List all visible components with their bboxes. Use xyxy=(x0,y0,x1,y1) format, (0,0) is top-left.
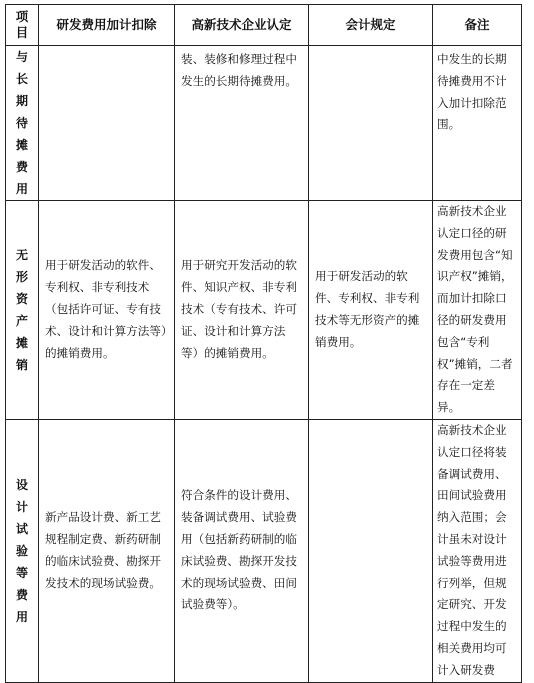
row-item-label: 设计试验等费用 xyxy=(6,419,39,682)
cell-hnte: 用于研究开发活动的软件、知识产权、非专利技术（专有技术、许可证、设计和计算方法等）的摊销费用。 xyxy=(175,201,309,420)
comparison-table xyxy=(5,4,522,683)
table-row xyxy=(6,419,522,682)
row-item-label: 无形资产摊销 xyxy=(6,201,39,420)
cell-rd xyxy=(39,46,175,201)
cell-rd: 用于研发活动的软件、专利权、非专利技术（包括许可证、专有技术、设计和计算方法等）的摊销费用。 xyxy=(39,201,175,420)
cell-remark: 高新技术企业认定口径将装备调试费用、田间试验费用纳入范围；会计虽未对设计试验等费用进行列举，但规定研究、开发过程中发生的相关费用均可计入研发费 xyxy=(433,419,522,682)
cell-hnte: 符合条件的设计费用、装备调试费用、试验费用（包括新药研制的临床试验费、勘探开发技术的现场试验费、田间试验费等）。 xyxy=(175,419,309,682)
cell-rd: 新产品设计费、新工艺规程制定费、新药研制的临床试验费、勘探开发技术的现场试验费。 xyxy=(39,419,175,682)
header-item: 项目 xyxy=(6,5,39,46)
table-row xyxy=(6,201,522,420)
cell-remark: 中发生的长期待摊费用不计入加计扣除范围。 xyxy=(433,46,522,201)
cell-accounting xyxy=(309,46,433,201)
row-item-label: 与长期待摊费用 xyxy=(6,46,39,201)
cell-accounting: 用于研发活动的软件、专利权、非专利技术等无形资产的摊销费用。 xyxy=(309,201,433,420)
cell-hnte: 装、装修和修理过程中发生的长期待摊费用。 xyxy=(175,46,309,201)
cell-accounting xyxy=(309,419,433,682)
header-hnte-recognition: 高新技术企业认定 xyxy=(175,5,309,46)
table-row xyxy=(6,46,522,201)
header-accounting-rules: 会计规定 xyxy=(309,5,433,46)
cell-remark: 高新技术企业认定口径的研发费用包含“知识产权”摊销，而加计扣除口径的研发费用包含“专利权”摊销，二者存在一定差异。 xyxy=(433,201,522,420)
header-rd-deduction: 研发费用加计扣除 xyxy=(39,5,175,46)
table-header-row xyxy=(6,5,522,46)
header-remarks: 备注 xyxy=(433,5,522,46)
